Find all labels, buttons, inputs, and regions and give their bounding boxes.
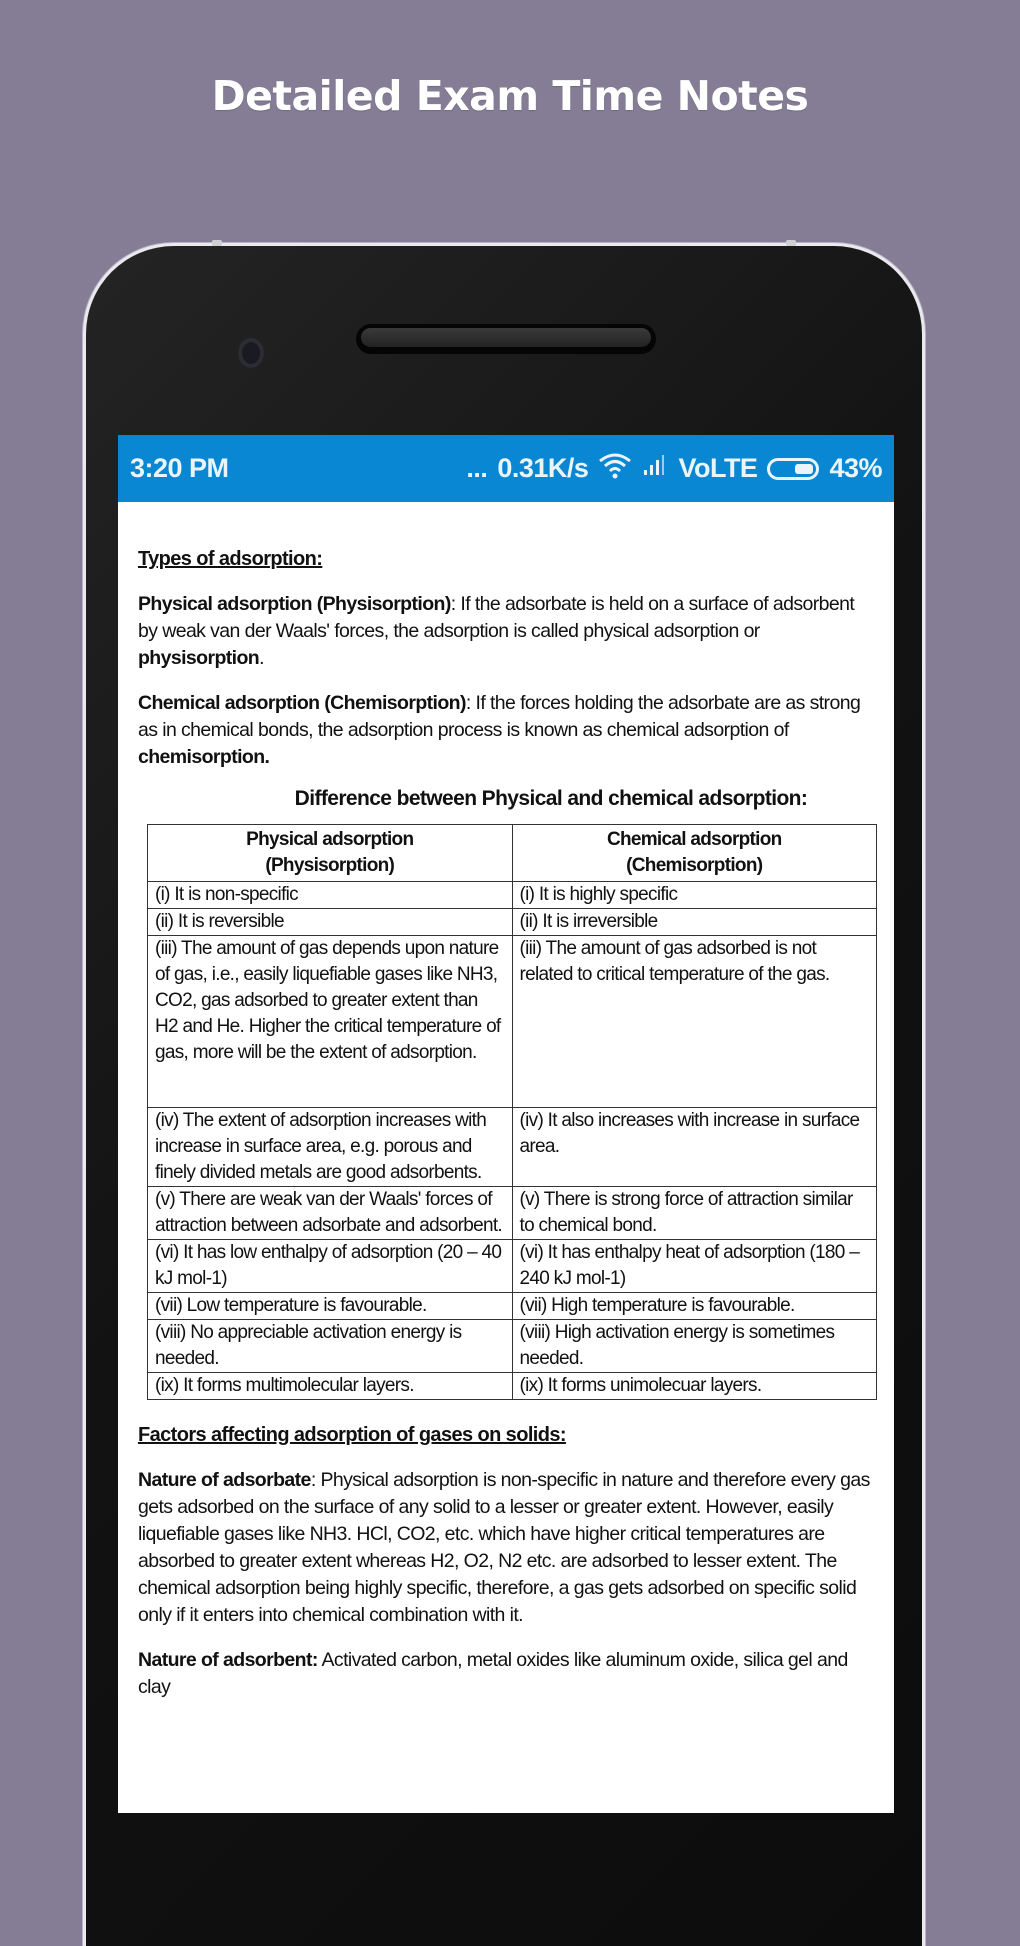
- section-heading-factors: Factors affecting adsorption of gases on solids:: [138, 1424, 566, 1446]
- phone-button: [212, 240, 222, 246]
- status-time: 3:20 PM: [130, 453, 229, 483]
- table-caption: Difference between Physical and chemical adsorption:: [294, 787, 808, 810]
- wifi-icon: [598, 451, 632, 486]
- term-physical: Physical adsorption (Physisorption): [138, 593, 451, 615]
- table-row: (v) There are weak van der Waals' forces of attraction between adsorbate and adsorbent. (v) There is strong force of attraction similar to chemical bond.: [148, 1187, 877, 1240]
- table-row: (iv) The extent of adsorption increases with increase in surface area, e.g. porous and finely divided metals are good adsorbents. (iv) It also increases with increase in surface area.: [148, 1108, 877, 1187]
- term-adsorbent: Nature of adsorbent:: [138, 1649, 318, 1671]
- table-row: (iii) The amount of gas depends upon nature of gas, i.e., easily liquefiable gases like NH3, CO2, gas adsorbed to greater extent than H2 and He. Higher the critical temperature of gas, more will be the extent of adsorption. (iii) The amount of gas adsorbed is not related to critical temperature of the gas.: [148, 936, 877, 1108]
- section-heading-types: Types of adsorption:: [138, 548, 323, 570]
- table-row: (vii) Low temperature is favourable. (vii) High temperature is favourable.: [148, 1293, 877, 1320]
- status-bar: [118, 435, 894, 502]
- earpiece-speaker: [356, 324, 656, 354]
- paragraph-chemical: Chemical adsorption (Chemisorption): If the forces holding the adsorbate are as strong as in chemical bonds, the adsorption process is known as chemical adsorption of chemisorption.: [138, 692, 861, 768]
- table-row: (vi) It has low enthalpy of adsorption (20 – 40 kJ mol-1) (vi) It has enthalpy heat of adsorption (180 – 240 kJ mol-1): [148, 1240, 877, 1293]
- document-content: [118, 502, 894, 1701]
- paragraph-adsorbent: Nature of adsorbent: Activated carbon, metal oxides like aluminum oxide, silica gel and clay: [138, 1649, 848, 1698]
- network-type: VoLTE: [678, 453, 758, 483]
- front-camera-icon: [238, 338, 264, 368]
- network-speed: 0.31K/s: [497, 453, 589, 483]
- table-header-chemical: Chemical adsorption (Chemisorption): [512, 825, 877, 882]
- term-adsorbate: Nature of adsorbate: [138, 1469, 311, 1491]
- battery-icon: [767, 458, 819, 480]
- promo-title: Detailed Exam Time Notes: [211, 72, 809, 120]
- status-dots: ...: [466, 453, 488, 483]
- signal-icon: [642, 453, 668, 484]
- table-row: (i) It is non-specific (i) It is highly specific: [148, 882, 877, 909]
- table-header-physical: Physical adsorption (Physisorption): [148, 825, 513, 882]
- paragraph-adsorbate: Nature of adsorbate: Physical adsorption is non-specific in nature and therefore every gas gets adsorbed on the surface of any solid to a lesser or greater extent. However, easily liquefiable gases like NH3. HCl, CO2, etc. which have higher critical temperatures are absorbed to greater extent whereas H2, O2, N2 etc. are adsorbed to lesser extent. The chemical adsorption being highly specific, therefore, a gas gets adsorbed on specific solid only if it enters into chemical combination with it.: [138, 1469, 870, 1626]
- table-row: (viii) No appreciable activation energy is needed. (viii) High activation energy is sometimes needed.: [148, 1320, 877, 1373]
- battery-percent: 43%: [829, 453, 882, 483]
- phone-screen: [118, 435, 894, 1813]
- phone-button: [786, 240, 796, 246]
- term-chemical: Chemical adsorption (Chemisorption): [138, 692, 466, 714]
- table-row: (ii) It is reversible (ii) It is irreversible: [148, 909, 877, 936]
- comparison-table: [147, 824, 877, 1400]
- paragraph-physical: Physical adsorption (Physisorption): If the adsorbate is held on a surface of adsorbent by weak van der Waals' forces, the adsorption is called physical adsorption or physisorption.: [138, 593, 855, 669]
- table-row: (ix) It forms multimolecular layers. (ix) It forms unimolecuar layers.: [148, 1373, 877, 1400]
